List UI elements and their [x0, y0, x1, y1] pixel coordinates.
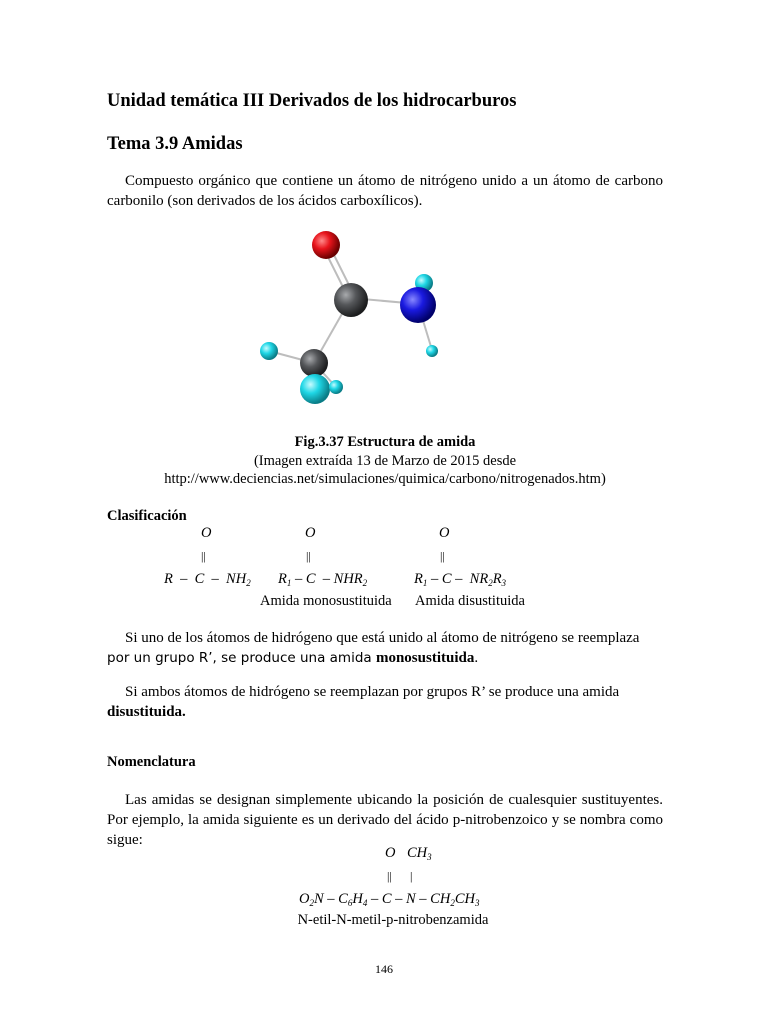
amide-molecule-image [250, 225, 450, 415]
label-disubstituted: Amida disustituida [415, 593, 525, 609]
p2-line2 [107, 648, 663, 668]
nomen-f-c6-sub: 6 [347, 898, 353, 908]
formula1-nh-sub: 2 [246, 578, 251, 588]
nomen-f-n1: N [313, 891, 324, 907]
formula3-nr: NR [469, 571, 489, 587]
nomen-f-c: C [381, 891, 392, 907]
nomen-formula [299, 891, 479, 908]
formula2-c: C [305, 571, 316, 587]
nomen-top-ch: CH [407, 845, 428, 861]
nomen-f-o-sub: 2 [309, 898, 314, 908]
nomen-f-h4-sub: 4 [362, 898, 368, 908]
hydrogen-atom-n2 [426, 345, 438, 357]
figure-caption: Fig.3.37 Estructura de amida [294, 434, 476, 450]
nomen-dash1: – [327, 891, 335, 907]
formula-monosubstituted-amide [278, 571, 367, 588]
nomen-f-n2: N [405, 891, 416, 907]
intro-paragraph: Compuesto orgánico que contiene un átomo de nitrógeno unido a un átomo de carbono carbonilo (son derivados de los ácidos carboxílicos). [107, 173, 663, 209]
p2-bold-term: monosustituida [375, 650, 475, 666]
unit-title: Unidad temática III Derivados de los hidrocarburos [107, 91, 517, 111]
formula2-nhr-sub: 2 [362, 578, 368, 588]
formula2-dash2: – [322, 571, 331, 587]
oxygen-atom [312, 231, 340, 259]
compound-name: N-etil-N-metil-p-nitrobenzamida [297, 912, 489, 928]
carbonyl-carbon-atom [334, 283, 368, 317]
nitrogen-atom [400, 287, 436, 323]
formula1-oxygen: O [201, 525, 212, 541]
classification-heading: Clasificación [107, 508, 187, 524]
formula2-dash1: – [294, 571, 303, 587]
nomen-top-oxygen: O [385, 845, 396, 861]
figure-source [107, 452, 663, 488]
formula3-r3-sub: 3 [501, 578, 507, 588]
p3-line1 [107, 682, 663, 702]
nomen-f-h4: H [352, 891, 363, 907]
formula2-double-bond: || [306, 549, 311, 563]
disubstituted-paragraph [107, 682, 663, 722]
nomen-dash2: – [370, 891, 379, 907]
nomen-dash4: – [419, 891, 427, 907]
formula3-r3: R [492, 571, 502, 587]
methyl-carbon-atom [300, 349, 328, 377]
figure-source-line1: (Imagen extraída 13 de Marzo de 2015 desde [253, 453, 517, 469]
nomen-double-bond: || [387, 869, 392, 883]
formula3-c: C [441, 571, 452, 587]
hydrogen-atom-c3 [329, 380, 343, 394]
formula3-dash1: – [430, 571, 439, 587]
formula3-nr-sub: 2 [488, 578, 493, 588]
p3-line2 [107, 702, 663, 722]
p3-bold-term: disustituida. [107, 704, 186, 720]
formula2-oxygen: O [305, 525, 316, 541]
p2-text: por un grupo R’, se produce una amida [107, 650, 376, 666]
nomen-f-ch3-sub: 3 [474, 898, 480, 908]
hydrogen-atom-c1 [260, 342, 278, 360]
p2-line1: Si uno de los átomos de hidrógeno que está unido al átomo de nitrógeno se reemplaza [125, 630, 640, 646]
formula1-dash2: – [211, 571, 219, 587]
monosubstituted-paragraph [107, 628, 663, 668]
formula2-r: R [278, 571, 287, 587]
p3-text: Si ambos átomos de hidrógeno se reemplazan por grupos R’ se produce una amida [125, 684, 620, 700]
nomen-single-bond: | [410, 869, 413, 883]
formula3-r-sub: 1 [422, 578, 428, 588]
formula3-oxygen: O [439, 525, 450, 541]
nomen-f-c6: C [338, 891, 348, 907]
nomenclature-paragraph: Las amidas se designan simplemente ubicando la posición de cualesquier sustituyentes. Por ejemplo, la amida siguiente es un derivado del ácido p-nitrobenzoico y se nombra como sigue: [107, 792, 663, 848]
formula2-nhr: NHR [333, 571, 363, 587]
nomen-f-ch2: CH [430, 891, 451, 907]
formula-disubstituted-amide [414, 571, 506, 588]
page-number: 146 [375, 962, 393, 976]
formula1-r: R [164, 571, 173, 587]
formula1-double-bond: || [201, 549, 206, 563]
formula3-r: R [414, 571, 423, 587]
figure-source-url: http://www.deciencias.net/simulaciones/quimica/carbono/nitrogenados.htm) [164, 471, 606, 487]
nomen-top-ch-sub: 3 [427, 852, 432, 862]
nomen-dash3: – [395, 891, 403, 907]
hydrogen-atom-c2 [300, 374, 330, 404]
nomen-f-o: O [299, 891, 310, 907]
nomen-f-ch3: CH [454, 891, 475, 907]
formula-primary-amide [164, 571, 251, 588]
nomen-top-methyl [407, 845, 432, 862]
formula3-double-bond: || [440, 549, 445, 563]
topic-title: Tema 3.9 Amidas [107, 134, 243, 154]
formula1-c: C [194, 571, 205, 587]
formula2-r-sub: 1 [286, 578, 292, 588]
formula1-dash1: – [180, 571, 188, 587]
p2-period: . [474, 650, 479, 666]
formula3-dash2: – [455, 571, 463, 587]
label-monosubstituted: Amida monosustituida [260, 593, 392, 609]
formula1-nh: NH [226, 571, 247, 587]
nomenclature-heading: Nomenclatura [107, 754, 196, 770]
nomen-f-ch2-sub: 2 [450, 898, 455, 908]
